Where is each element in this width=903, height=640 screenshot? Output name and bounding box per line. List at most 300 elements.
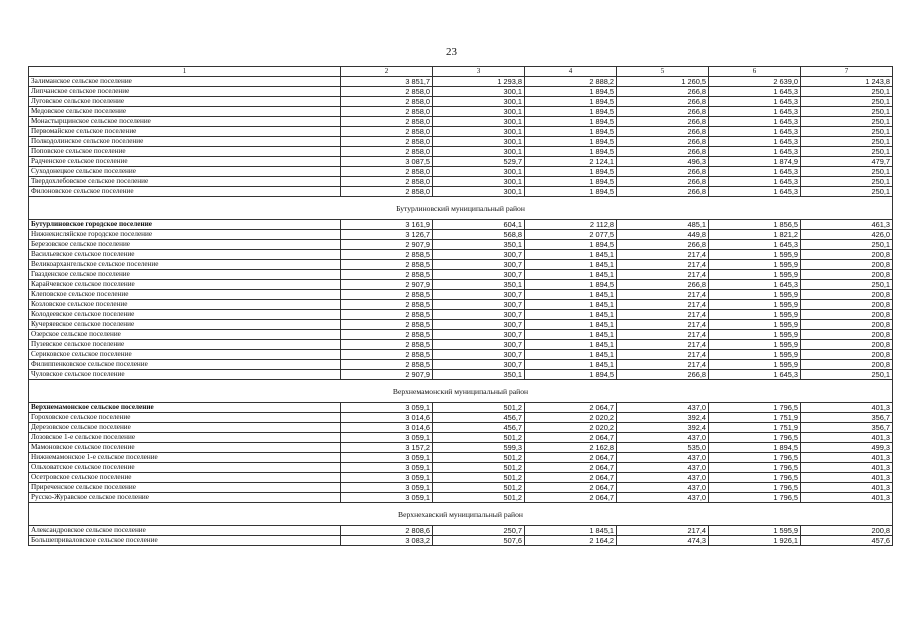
value-cell: 437,0: [617, 493, 709, 503]
value-cell: 437,0: [617, 473, 709, 483]
value-cell: 300,7: [433, 290, 525, 300]
settlement-name: Луговское сельское поселение: [29, 97, 341, 107]
value-cell: 2 858,5: [341, 350, 433, 360]
value-cell: 1 595,9: [709, 340, 801, 350]
value-cell: 2 888,2: [525, 77, 617, 87]
value-cell: 1 894,5: [709, 443, 801, 453]
settlement-name: Бутурлиновское городское поселение: [29, 220, 341, 230]
value-cell: 437,0: [617, 453, 709, 463]
value-cell: 300,1: [433, 167, 525, 177]
column-number: 7: [801, 67, 893, 77]
value-cell: 1 645,3: [709, 167, 801, 177]
value-cell: 1 595,9: [709, 330, 801, 340]
value-cell: 250,1: [801, 240, 893, 250]
value-cell: 217,4: [617, 330, 709, 340]
value-cell: 2 124,1: [525, 157, 617, 167]
table-row: [29, 260, 893, 270]
table-row: [29, 137, 893, 147]
settlement-name: Великоархангельское сельское поселение: [29, 260, 341, 270]
value-cell: 1 645,3: [709, 137, 801, 147]
table-row: [29, 187, 893, 197]
column-number: 3: [433, 67, 525, 77]
value-cell: 300,1: [433, 137, 525, 147]
value-cell: 2 858,5: [341, 310, 433, 320]
value-cell: 1 645,3: [709, 87, 801, 97]
value-cell: 1 595,9: [709, 360, 801, 370]
value-cell: 401,3: [801, 473, 893, 483]
value-cell: 501,2: [433, 483, 525, 493]
value-cell: 217,4: [617, 350, 709, 360]
value-cell: 250,1: [801, 127, 893, 137]
value-cell: 2 064,7: [525, 433, 617, 443]
table-row: [29, 290, 893, 300]
value-cell: 392,4: [617, 413, 709, 423]
table-row: [29, 423, 893, 433]
value-cell: 300,1: [433, 177, 525, 187]
value-cell: 3 059,1: [341, 463, 433, 473]
value-cell: 1 645,3: [709, 280, 801, 290]
value-cell: 350,1: [433, 280, 525, 290]
value-cell: 1 845,1: [525, 300, 617, 310]
value-cell: 250,1: [801, 137, 893, 147]
value-cell: 401,3: [801, 463, 893, 473]
table-body: [29, 67, 893, 546]
value-cell: 200,8: [801, 260, 893, 270]
value-cell: 2 020,2: [525, 423, 617, 433]
table-row: [29, 443, 893, 453]
value-cell: 200,8: [801, 290, 893, 300]
value-cell: 501,2: [433, 433, 525, 443]
value-cell: 2 858,5: [341, 250, 433, 260]
settlement-name: Поповское сельское поселение: [29, 147, 341, 157]
value-cell: 300,1: [433, 87, 525, 97]
value-cell: 529,7: [433, 157, 525, 167]
value-cell: 1 894,5: [525, 117, 617, 127]
value-cell: 3 087,5: [341, 157, 433, 167]
value-cell: 1 874,9: [709, 157, 801, 167]
section-heading-row: [29, 503, 893, 526]
value-cell: 2 858,5: [341, 270, 433, 280]
value-cell: 392,4: [617, 423, 709, 433]
value-cell: 1 595,9: [709, 300, 801, 310]
value-cell: 437,0: [617, 463, 709, 473]
value-cell: 401,3: [801, 433, 893, 443]
value-cell: 200,8: [801, 360, 893, 370]
value-cell: 3 059,1: [341, 473, 433, 483]
value-cell: 3 059,1: [341, 453, 433, 463]
value-cell: 2 858,0: [341, 87, 433, 97]
value-cell: 604,1: [433, 220, 525, 230]
value-cell: 401,3: [801, 403, 893, 413]
value-cell: 437,0: [617, 403, 709, 413]
value-cell: 3 059,1: [341, 433, 433, 443]
table-row: [29, 300, 893, 310]
value-cell: 2 858,5: [341, 260, 433, 270]
value-cell: 496,3: [617, 157, 709, 167]
value-cell: 2 162,8: [525, 443, 617, 453]
value-cell: 300,1: [433, 117, 525, 127]
value-cell: 401,3: [801, 453, 893, 463]
value-cell: 200,8: [801, 320, 893, 330]
value-cell: 599,3: [433, 443, 525, 453]
value-cell: 1 894,5: [525, 187, 617, 197]
value-cell: 1 894,5: [525, 370, 617, 380]
value-cell: 1 894,5: [525, 280, 617, 290]
value-cell: 2 064,7: [525, 453, 617, 463]
value-cell: 1 796,5: [709, 473, 801, 483]
value-cell: 2 020,2: [525, 413, 617, 423]
value-cell: 266,8: [617, 280, 709, 290]
value-cell: 250,1: [801, 280, 893, 290]
value-cell: 568,8: [433, 230, 525, 240]
table-row: [29, 493, 893, 503]
value-cell: 356,7: [801, 423, 893, 433]
value-cell: 266,8: [617, 137, 709, 147]
settlement-name: Филиппенковское сельское поселение: [29, 360, 341, 370]
value-cell: 1 293,8: [433, 77, 525, 87]
value-cell: 3 014,6: [341, 423, 433, 433]
value-cell: 217,4: [617, 360, 709, 370]
value-cell: 1 595,9: [709, 250, 801, 260]
value-cell: 1 595,9: [709, 526, 801, 536]
value-cell: 250,1: [801, 97, 893, 107]
value-cell: 1 821,2: [709, 230, 801, 240]
value-cell: 200,8: [801, 250, 893, 260]
value-cell: 501,2: [433, 473, 525, 483]
value-cell: 1 894,5: [525, 87, 617, 97]
value-cell: 499,3: [801, 443, 893, 453]
settlement-name: Дерезовское сельское поселение: [29, 423, 341, 433]
value-cell: 2 858,0: [341, 147, 433, 157]
value-cell: 3 014,6: [341, 413, 433, 423]
value-cell: 2 064,7: [525, 403, 617, 413]
value-cell: 2 064,7: [525, 473, 617, 483]
value-cell: 535,0: [617, 443, 709, 453]
value-cell: 1 845,1: [525, 310, 617, 320]
settlement-name: Осетровское сельское поселение: [29, 473, 341, 483]
value-cell: 449,8: [617, 230, 709, 240]
value-cell: 501,2: [433, 493, 525, 503]
value-cell: 266,8: [617, 127, 709, 137]
table-row: [29, 77, 893, 87]
table-row: [29, 177, 893, 187]
value-cell: 217,4: [617, 260, 709, 270]
settlement-name: Мамоновское сельское поселение: [29, 443, 341, 453]
table-row: [29, 453, 893, 463]
section-heading-row: [29, 380, 893, 403]
table-row: [29, 127, 893, 137]
table-row: [29, 360, 893, 370]
table-row: [29, 97, 893, 107]
settlement-name: Александровское сельское поселение: [29, 526, 341, 536]
value-cell: 266,8: [617, 240, 709, 250]
settlement-name: Козловское сельское поселение: [29, 300, 341, 310]
settlement-name: Березовское сельское поселение: [29, 240, 341, 250]
section-heading-row: [29, 197, 893, 220]
value-cell: 300,7: [433, 340, 525, 350]
value-cell: 1 845,1: [525, 360, 617, 370]
settlement-name: Русско-Журавское сельское поселение: [29, 493, 341, 503]
value-cell: 485,1: [617, 220, 709, 230]
table-row: [29, 526, 893, 536]
value-cell: 1 845,1: [525, 260, 617, 270]
value-cell: 1 894,5: [525, 97, 617, 107]
table-row: [29, 413, 893, 423]
table-row: [29, 157, 893, 167]
value-cell: 250,1: [801, 187, 893, 197]
value-cell: 2 858,5: [341, 330, 433, 340]
table-row: [29, 250, 893, 260]
value-cell: 266,8: [617, 117, 709, 127]
value-cell: 3 059,1: [341, 493, 433, 503]
value-cell: 1 645,3: [709, 240, 801, 250]
value-cell: 217,4: [617, 320, 709, 330]
table-row: [29, 230, 893, 240]
value-cell: 1 796,5: [709, 453, 801, 463]
value-cell: 1 926,1: [709, 536, 801, 546]
settlement-name: Пузевское сельское поселение: [29, 340, 341, 350]
table-row: [29, 240, 893, 250]
settlement-name: Радченское сельское поселение: [29, 157, 341, 167]
value-cell: 217,4: [617, 300, 709, 310]
value-cell: 250,1: [801, 117, 893, 127]
value-cell: 200,8: [801, 340, 893, 350]
table-row: [29, 87, 893, 97]
value-cell: 1 845,1: [525, 526, 617, 536]
value-cell: 250,1: [801, 107, 893, 117]
value-cell: 1 243,8: [801, 77, 893, 87]
settlement-name: Нижнекисляйское городское поселение: [29, 230, 341, 240]
value-cell: 1 845,1: [525, 270, 617, 280]
table-row: [29, 117, 893, 127]
column-number: 5: [617, 67, 709, 77]
value-cell: 3 059,1: [341, 403, 433, 413]
value-cell: 1 845,1: [525, 340, 617, 350]
value-cell: 250,7: [433, 526, 525, 536]
value-cell: 2 858,0: [341, 97, 433, 107]
value-cell: 1 856,5: [709, 220, 801, 230]
value-cell: 2 858,5: [341, 320, 433, 330]
value-cell: 1 894,5: [525, 240, 617, 250]
value-cell: 300,7: [433, 300, 525, 310]
table-row: [29, 310, 893, 320]
value-cell: 2 064,7: [525, 493, 617, 503]
value-cell: 437,0: [617, 483, 709, 493]
settlement-name: Ольховатское сельское поселение: [29, 463, 341, 473]
settlement-name: Филоновское сельское поселение: [29, 187, 341, 197]
value-cell: 250,1: [801, 177, 893, 187]
value-cell: 1 595,9: [709, 270, 801, 280]
value-cell: 1 645,3: [709, 177, 801, 187]
value-cell: 300,7: [433, 360, 525, 370]
value-cell: 2 808,6: [341, 526, 433, 536]
value-cell: 217,4: [617, 290, 709, 300]
value-cell: 1 751,9: [709, 413, 801, 423]
value-cell: 200,8: [801, 300, 893, 310]
settlement-name: Верхнемамонское сельское поселение: [29, 403, 341, 413]
value-cell: 2 907,9: [341, 370, 433, 380]
value-cell: 3 126,7: [341, 230, 433, 240]
value-cell: 266,8: [617, 187, 709, 197]
value-cell: 1 595,9: [709, 310, 801, 320]
value-cell: 300,1: [433, 187, 525, 197]
value-cell: 300,1: [433, 127, 525, 137]
column-number-row: [29, 67, 893, 77]
value-cell: 2 858,5: [341, 290, 433, 300]
value-cell: 1 796,5: [709, 403, 801, 413]
value-cell: 300,1: [433, 107, 525, 117]
value-cell: 1 645,3: [709, 147, 801, 157]
value-cell: 217,4: [617, 310, 709, 320]
value-cell: 401,3: [801, 493, 893, 503]
settlement-name: Залиманское сельское поселение: [29, 77, 341, 87]
value-cell: 300,7: [433, 260, 525, 270]
table-row: [29, 340, 893, 350]
value-cell: 501,2: [433, 453, 525, 463]
table-row: [29, 270, 893, 280]
table-row: [29, 463, 893, 473]
settlement-name: Сериковское сельское поселение: [29, 350, 341, 360]
column-number: 4: [525, 67, 617, 77]
table-row: [29, 147, 893, 157]
settlement-name: Монастырщинское сельское поселение: [29, 117, 341, 127]
value-cell: 1 894,5: [525, 127, 617, 137]
value-cell: 2 858,0: [341, 117, 433, 127]
column-number: 6: [709, 67, 801, 77]
value-cell: 266,8: [617, 177, 709, 187]
value-cell: 250,1: [801, 147, 893, 157]
value-cell: 479,7: [801, 157, 893, 167]
value-cell: 2 858,5: [341, 360, 433, 370]
settlement-name: Васильевское сельское поселение: [29, 250, 341, 260]
value-cell: 1 645,3: [709, 107, 801, 117]
value-cell: 1 751,9: [709, 423, 801, 433]
value-cell: 356,7: [801, 413, 893, 423]
value-cell: 266,8: [617, 370, 709, 380]
value-cell: 250,1: [801, 370, 893, 380]
table-row: [29, 370, 893, 380]
value-cell: 1 894,5: [525, 167, 617, 177]
value-cell: 3 851,7: [341, 77, 433, 87]
table-row: [29, 107, 893, 117]
table-row: [29, 403, 893, 413]
value-cell: 266,8: [617, 97, 709, 107]
value-cell: 217,4: [617, 250, 709, 260]
value-cell: 1 645,3: [709, 97, 801, 107]
settlement-name: Первомайское сельское поселение: [29, 127, 341, 137]
value-cell: 300,7: [433, 350, 525, 360]
value-cell: 300,7: [433, 320, 525, 330]
settlement-name: Чуловское сельское поселение: [29, 370, 341, 380]
settlement-name: Суходонецкое сельское поселение: [29, 167, 341, 177]
value-cell: 1 796,5: [709, 483, 801, 493]
section-heading: Бутурлиновский муниципальный район: [29, 197, 893, 220]
value-cell: 266,8: [617, 167, 709, 177]
value-cell: 2 858,0: [341, 187, 433, 197]
value-cell: 426,0: [801, 230, 893, 240]
value-cell: 457,6: [801, 536, 893, 546]
settlement-name: Лозовское 1-е сельское поселение: [29, 433, 341, 443]
value-cell: 2 639,0: [709, 77, 801, 87]
value-cell: 1 645,3: [709, 117, 801, 127]
value-cell: 300,7: [433, 310, 525, 320]
table-row: [29, 350, 893, 360]
column-number: 2: [341, 67, 433, 77]
value-cell: 1 845,1: [525, 290, 617, 300]
table-row: [29, 473, 893, 483]
value-cell: 456,7: [433, 423, 525, 433]
value-cell: 1 645,3: [709, 370, 801, 380]
settlement-name: Колодеевское сельское поселение: [29, 310, 341, 320]
value-cell: 1 595,9: [709, 320, 801, 330]
value-cell: 1 796,5: [709, 493, 801, 503]
settlement-name: Приреченское сельское поселение: [29, 483, 341, 493]
value-cell: 474,3: [617, 536, 709, 546]
value-cell: 2 858,0: [341, 107, 433, 117]
value-cell: 2 907,9: [341, 240, 433, 250]
value-cell: 461,3: [801, 220, 893, 230]
value-cell: 1 845,1: [525, 350, 617, 360]
section-heading: Верхнемамонский муниципальный район: [29, 380, 893, 403]
value-cell: 3 083,2: [341, 536, 433, 546]
value-cell: 1 845,1: [525, 330, 617, 340]
value-cell: 501,2: [433, 403, 525, 413]
value-cell: 401,3: [801, 483, 893, 493]
settlement-name: Полкодолинское сельское поселение: [29, 137, 341, 147]
table-row: [29, 280, 893, 290]
value-cell: 200,8: [801, 526, 893, 536]
value-cell: 2 064,7: [525, 483, 617, 493]
value-cell: 217,4: [617, 270, 709, 280]
value-cell: 1 260,5: [617, 77, 709, 87]
value-cell: 1 595,9: [709, 350, 801, 360]
settlement-name: Медовское сельское поселение: [29, 107, 341, 117]
value-cell: 1 796,5: [709, 433, 801, 443]
value-cell: 217,4: [617, 340, 709, 350]
settlement-name: Кучеряевское сельское поселение: [29, 320, 341, 330]
page-number: 23: [446, 46, 457, 58]
section-heading: Верхнехавский муниципальный район: [29, 503, 893, 526]
value-cell: 1 645,3: [709, 127, 801, 137]
value-cell: 200,8: [801, 270, 893, 280]
value-cell: 2 858,0: [341, 177, 433, 187]
settlement-name: Большеприваловское сельское поселение: [29, 536, 341, 546]
table-row: [29, 433, 893, 443]
table-row: [29, 167, 893, 177]
settlement-name: Гороховское сельское поселение: [29, 413, 341, 423]
value-cell: 350,1: [433, 370, 525, 380]
value-cell: 200,8: [801, 350, 893, 360]
value-cell: 266,8: [617, 107, 709, 117]
value-cell: 2 112,8: [525, 220, 617, 230]
table-row: [29, 330, 893, 340]
value-cell: 200,8: [801, 310, 893, 320]
value-cell: 1 595,9: [709, 260, 801, 270]
value-cell: 437,0: [617, 433, 709, 443]
value-cell: 2 907,9: [341, 280, 433, 290]
value-cell: 1 845,1: [525, 250, 617, 260]
value-cell: 1 645,3: [709, 187, 801, 197]
value-cell: 507,6: [433, 536, 525, 546]
value-cell: 2 858,0: [341, 137, 433, 147]
value-cell: 300,1: [433, 97, 525, 107]
value-cell: 266,8: [617, 147, 709, 157]
value-cell: 456,7: [433, 413, 525, 423]
settlement-name: Нижнемамонское 1-е сельское поселение: [29, 453, 341, 463]
table-row: [29, 483, 893, 493]
value-cell: 1 595,9: [709, 290, 801, 300]
value-cell: 2 858,5: [341, 300, 433, 310]
